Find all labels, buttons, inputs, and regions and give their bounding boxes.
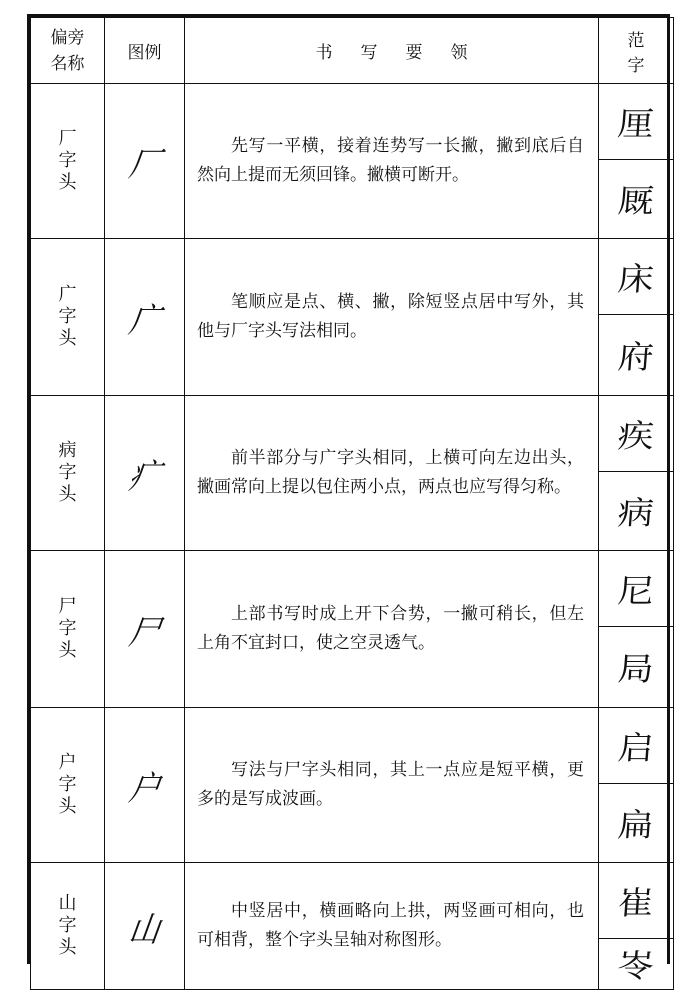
- writing-tip: 先写一平横，接着连势写一长撇，撇到底后自然向上提而无须回锋。撇横可断开。: [185, 84, 599, 239]
- radical-glyph: 厂: [125, 144, 163, 185]
- radical-glyph-cell: [105, 396, 185, 551]
- radical-glyph: 广: [125, 300, 163, 341]
- table-row-top: [31, 863, 674, 939]
- example-char-cell: [599, 315, 674, 396]
- example-char: 崔: [616, 883, 656, 922]
- writing-tip: 笔顺应是点、横、撇，除短竖点居中写外，其他与厂字头写法相同。: [185, 239, 599, 396]
- radical-glyph-cell: [105, 863, 185, 990]
- example-char: 病: [616, 494, 656, 532]
- example-char-cell: [599, 396, 674, 472]
- header-desc-char: 要: [405, 43, 423, 63]
- example-char-cell: [599, 939, 674, 990]
- example-char-cell: [599, 239, 674, 315]
- table-row-top: [31, 708, 674, 784]
- radical-glyph-cell: [105, 551, 185, 708]
- writing-tip: 前半部分与广字头相同，上横可向左边出头，撇画常向上提以包住两小点，两点也应写得匀称。: [185, 396, 599, 551]
- header-desc-char: 领: [450, 43, 468, 63]
- example-char-cell: [599, 551, 674, 627]
- radical-glyph-cell: [105, 239, 185, 396]
- example-char: 启: [616, 728, 656, 767]
- radical-table: [30, 17, 674, 990]
- radical-glyph: 户: [125, 768, 163, 809]
- table-row-top: [31, 84, 674, 160]
- radical-name: [31, 708, 105, 863]
- example-char-cell: [599, 708, 674, 784]
- radical-name-text: 尸字头: [58, 596, 77, 661]
- table-row-top: [31, 239, 674, 315]
- table-row-top: [31, 551, 674, 627]
- example-char: 府: [616, 338, 656, 376]
- example-char: 厩: [616, 182, 656, 220]
- radical-glyph: 疒: [125, 456, 163, 497]
- example-char: 扁: [616, 806, 656, 844]
- radical-name: [31, 551, 105, 708]
- radical-name: [31, 84, 105, 239]
- header-examples: 范字: [599, 18, 674, 84]
- header-glyph: 图例: [105, 18, 185, 84]
- example-char-cell: [599, 160, 674, 239]
- table-row-top: [31, 396, 674, 472]
- header-desc-char: 书: [315, 43, 333, 63]
- radical-glyph-cell: [105, 708, 185, 863]
- example-char: 疾: [616, 416, 656, 455]
- radical-name: [31, 239, 105, 396]
- radical-name-text: 厂字头: [58, 128, 77, 193]
- example-char-cell: [599, 627, 674, 708]
- example-char-cell: [599, 784, 674, 863]
- example-char: 局: [616, 650, 656, 688]
- example-char: 床: [616, 259, 656, 298]
- radical-name: [31, 396, 105, 551]
- header-description: [185, 18, 599, 84]
- radical-name-text: 广字头: [58, 284, 77, 349]
- radical-name-text: 山字头: [58, 893, 77, 958]
- example-char: 岺: [616, 947, 656, 985]
- radical-name-text: 病字头: [58, 440, 77, 505]
- radical-glyph: 尸: [125, 612, 163, 653]
- radical-glyph: 山: [125, 909, 163, 950]
- radical-glyph-cell: [105, 84, 185, 239]
- writing-tip: 写法与尸字头相同，其上一点应是短平横，更多的是写成波画。: [185, 708, 599, 863]
- example-char-cell: [599, 472, 674, 551]
- header-radical-name: [31, 18, 105, 84]
- writing-tip: 上部书写时成上开下合势，一撇可稍长，但左上角不宜封口，使之空灵透气。: [185, 551, 599, 708]
- radical-name: [31, 863, 105, 990]
- table-header-row: [31, 18, 674, 84]
- example-char-cell: [599, 863, 674, 939]
- example-char-cell: [599, 84, 674, 160]
- header-name-line1: 偏旁: [50, 27, 85, 48]
- writing-tip: 中竖居中，横画略向上拱，两竖画可相向，也可相背，整个字头呈轴对称图形。: [185, 863, 599, 990]
- radical-table-page: [27, 14, 670, 985]
- header-name-line2: 名称: [50, 53, 85, 74]
- example-char: 厘: [616, 104, 656, 143]
- radical-name-text: 户字头: [58, 752, 77, 817]
- example-char: 尼: [616, 571, 656, 610]
- header-desc-char: 写: [360, 43, 378, 63]
